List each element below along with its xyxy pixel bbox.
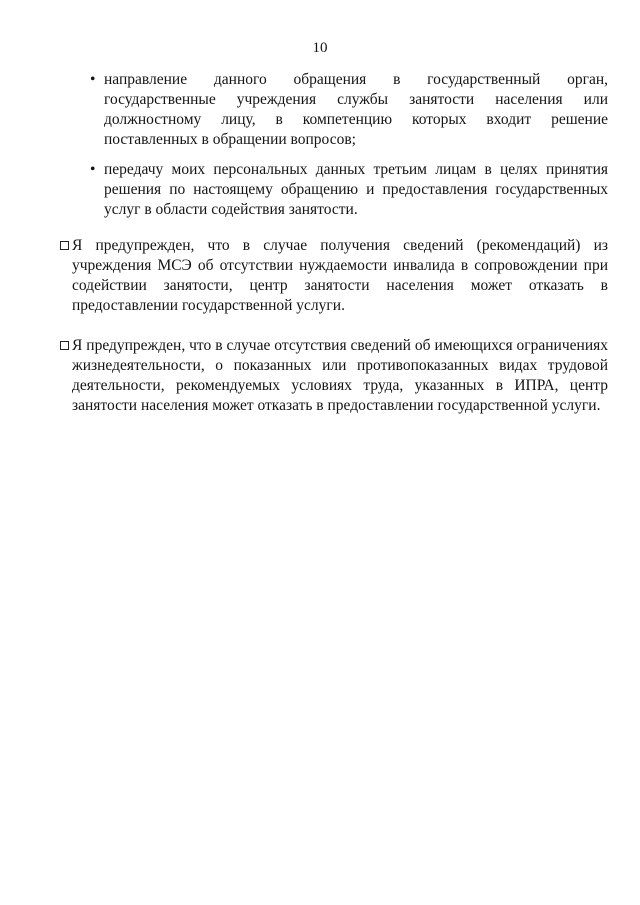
bullet-icon: • (90, 161, 96, 178)
page-content (60, 70, 608, 416)
list-item (90, 70, 608, 150)
statement-mse-warning (60, 236, 608, 316)
bullet-icon: • (90, 71, 96, 88)
page-number: 10 (312, 40, 328, 56)
checkbox[interactable] (60, 341, 69, 350)
statement-text: Я предупрежден, что в случае получения сведений (рекомендаций) из учреждения МСЭ об отсутствии нуждаемости инвалида в сопровождении при содействии занятости, центр занятости населения может отказать в предоставлении государственной услуги. (72, 237, 608, 314)
bullet-text: направление данного обращения в государственный орган, государственные учреждения службы занятости населения или должностному лицу, в компетенцию которых входит решение поставленных в обращении вопросов; (104, 71, 608, 148)
list-item (90, 160, 608, 220)
statement-ipra-warning (60, 336, 608, 416)
bullet-text: передачу моих персональных данных третьим лицам в целях принятия решения по настоящему обращению и предоставления государственных услуг в области содействия занятости. (104, 161, 608, 218)
checkbox[interactable] (60, 241, 69, 250)
consent-bullet-list (60, 70, 608, 220)
statement-text: Я предупрежден, что в случае отсутствия сведений об имеющихся ограничениях жизнедеятельности, о показанных или противопоказанных видах трудовой деятельности, рекомендуемых условиях труда, указанных в ИПРА, центр занятости населения может отказать в предоставлении государственной услуги. (72, 337, 608, 414)
